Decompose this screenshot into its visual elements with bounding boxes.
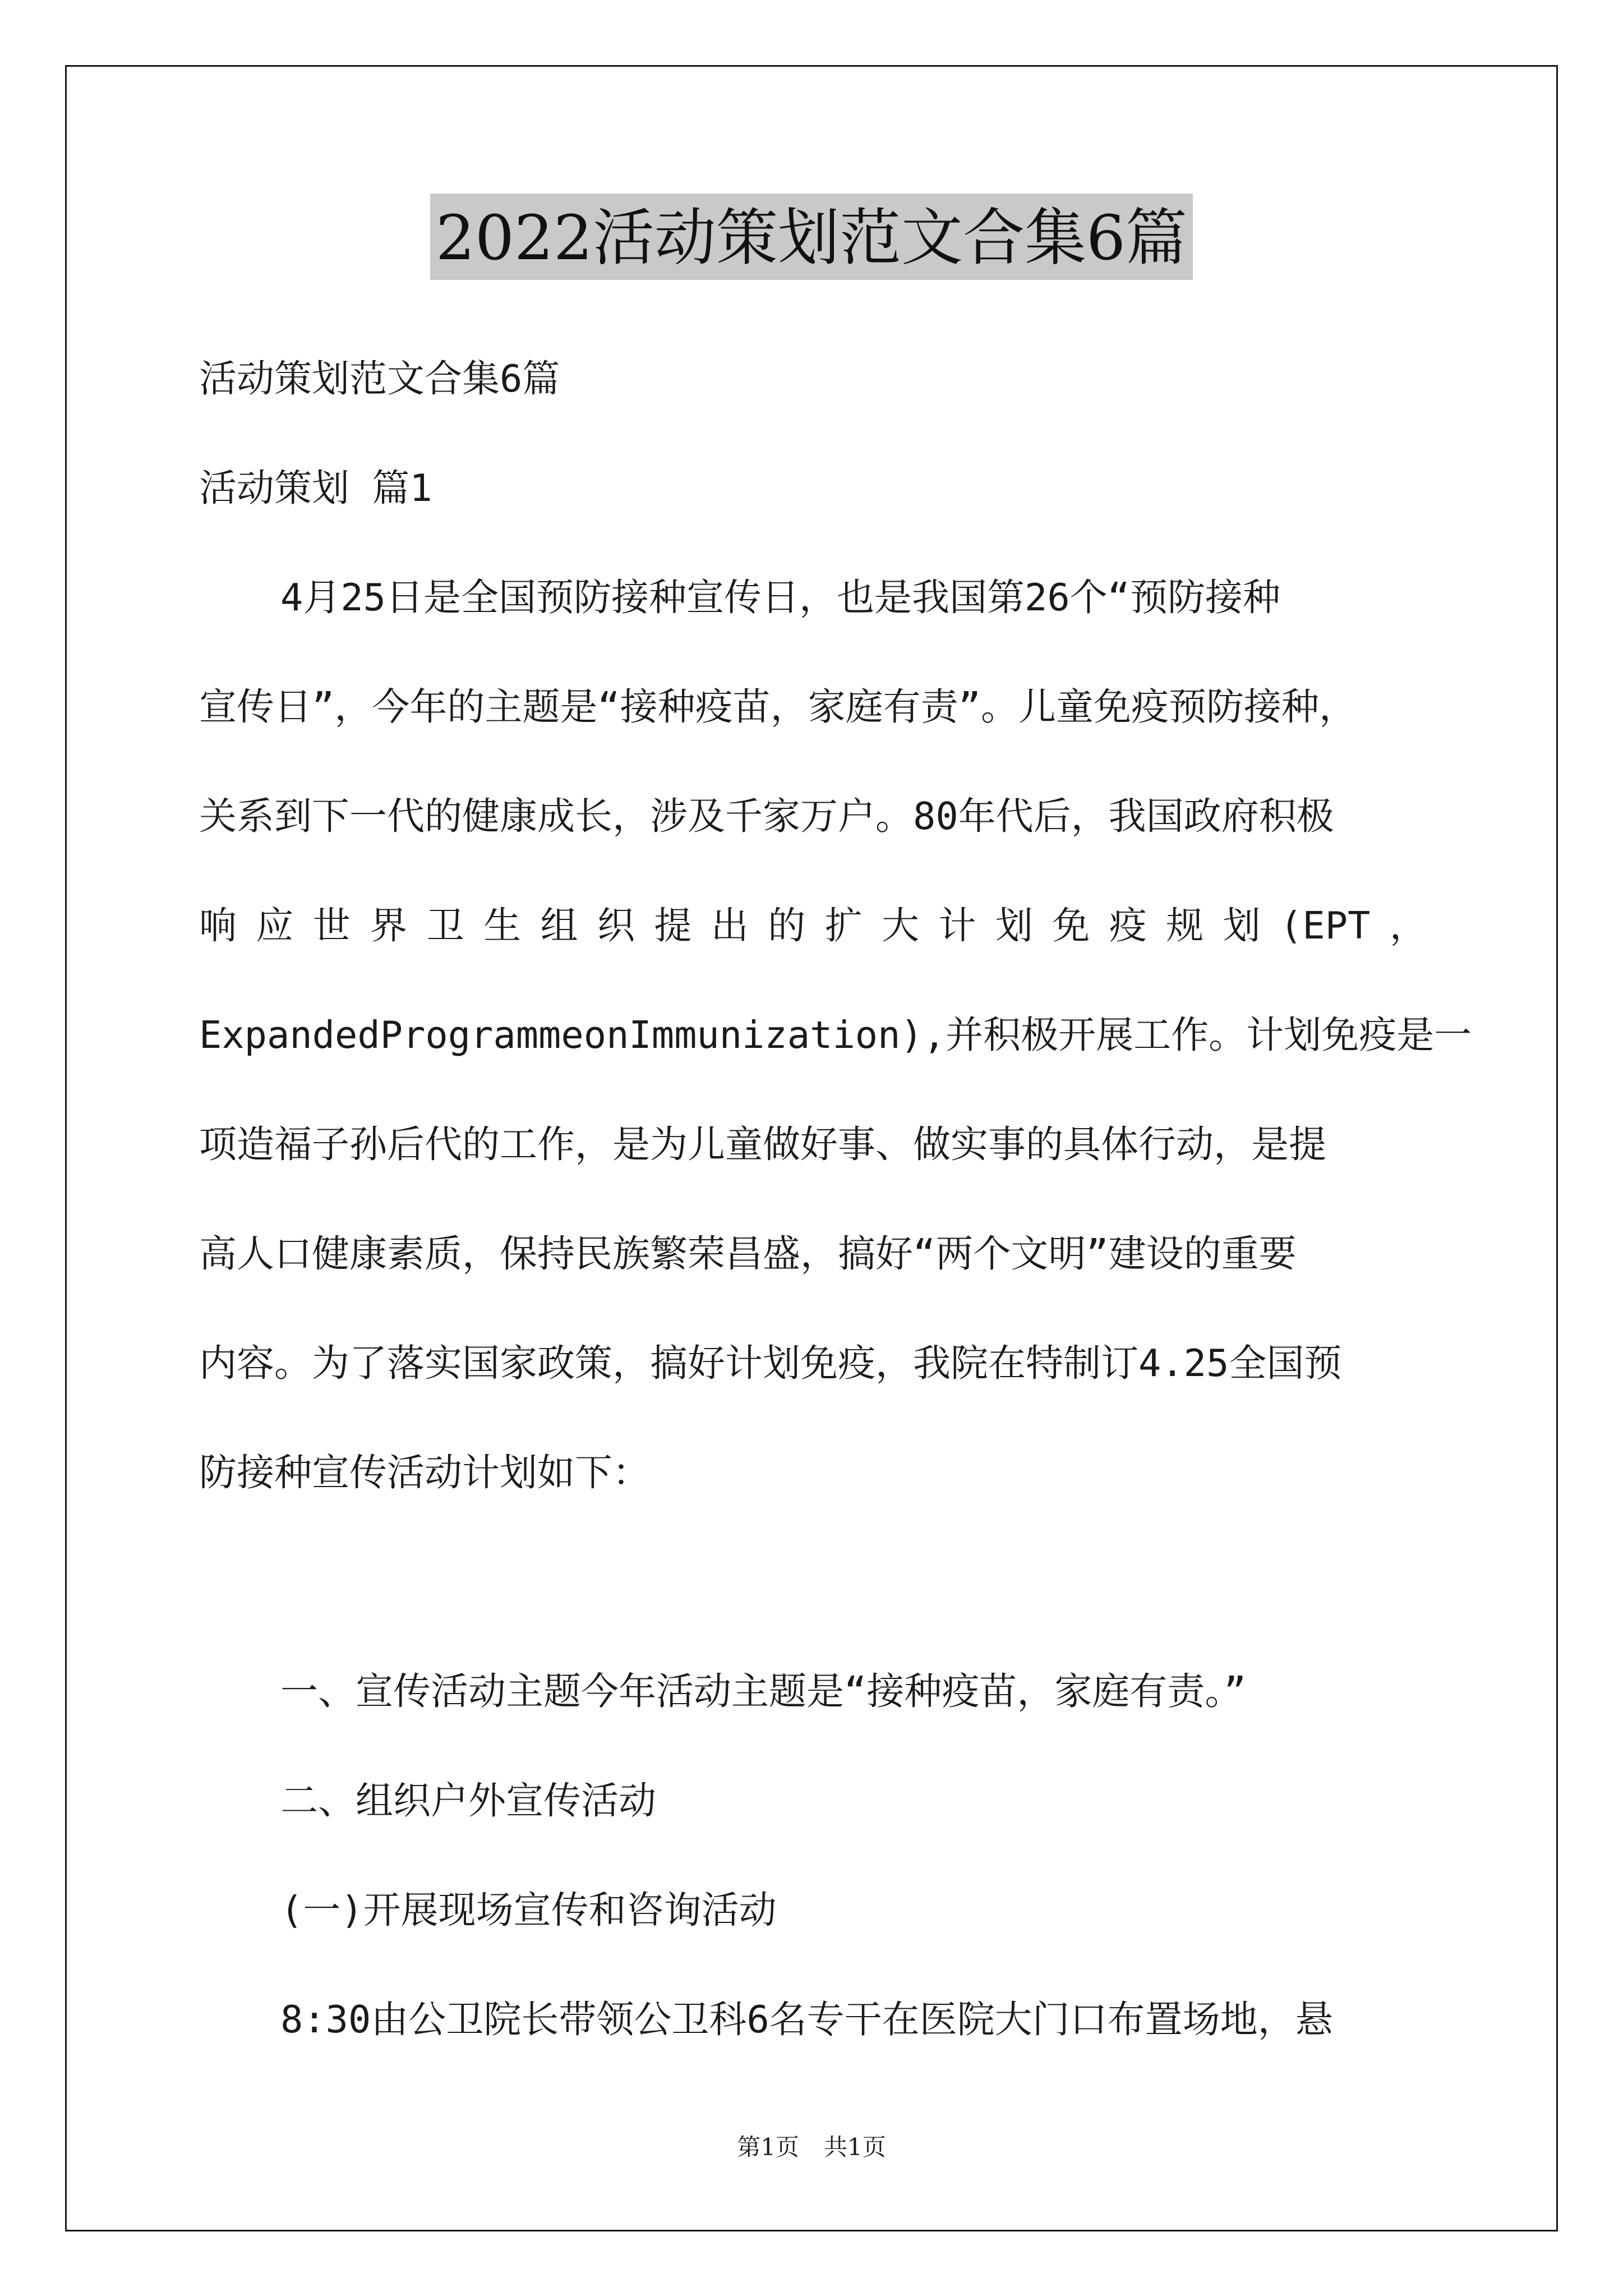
justified-char: 世 — [312, 904, 351, 947]
justified-char: 大 — [882, 904, 920, 947]
paragraph-line: 项造福子孙后代的工作，是为儿童做好事、做实事的具体行动，是提 — [199, 1122, 1326, 1166]
paragraph-line-justified — [199, 903, 1433, 948]
justified-char: 划 — [995, 904, 1033, 947]
justified-char: 计 — [938, 904, 976, 947]
justified-char: 免 — [1052, 904, 1090, 947]
justified-char: 响 — [199, 904, 237, 947]
paragraph-line: 防接种宣传活动计划如下： — [199, 1451, 650, 1494]
document-subtitle: 活动策划范文合集6篇 — [199, 357, 560, 401]
justified-text — [199, 903, 1427, 948]
paragraph-line: 关系到下一代的健康成长，涉及千家万户。80年代后，我国政府积极 — [199, 794, 1334, 838]
justified-char: 界 — [370, 904, 408, 947]
justified-char: 出 — [711, 904, 749, 947]
paragraph-line: 内容。为了落实国家政策，搞好计划免疫，我院在特制订4.25全国预 — [199, 1341, 1342, 1385]
justified-char: 织 — [597, 904, 635, 947]
list-item: 8:30由公卫院长带领公卫科6名专干在医院大门口布置场地，悬 — [280, 1998, 1333, 2041]
justified-char: 生 — [483, 904, 522, 947]
page-total: 共1页 — [824, 2133, 886, 2161]
justified-char: ， — [1389, 904, 1427, 947]
justified-char: 划 — [1223, 904, 1261, 947]
paragraph-line: 宣传日”，今年的主题是“接种疫苗，家庭有责”。儿童免疫预防接种， — [199, 685, 1357, 729]
title-container — [0, 194, 1623, 280]
justified-char: (EPT — [1280, 904, 1371, 947]
page-number: 第1页 — [737, 2133, 799, 2161]
justified-char: 规 — [1166, 904, 1204, 947]
justified-char: 提 — [654, 904, 692, 947]
section-heading: 活动策划 篇1 — [199, 466, 432, 510]
justified-char: 扩 — [824, 904, 863, 947]
justified-char: 的 — [768, 904, 806, 947]
list-item: (一)开展现场宣传和咨询活动 — [280, 1888, 777, 1932]
justified-char: 疫 — [1109, 904, 1147, 947]
paragraph-line: 4月25日是全国预防接种宣传日，也是我国第26个“预防接种 — [280, 576, 1281, 619]
justified-char: 组 — [540, 904, 578, 947]
paragraph-line: 高人口健康素质，保持民族繁荣昌盛，搞好“两个文明”建设的重要 — [199, 1232, 1297, 1276]
list-item: 一、宣传活动主题今年活动主题是“接种疫苗，家庭有责。” — [280, 1669, 1247, 1713]
document-title: 2022活动策划范文合集6篇 — [430, 194, 1193, 280]
list-item: 二、组织户外宣传活动 — [280, 1779, 656, 1823]
justified-char: 应 — [256, 904, 294, 947]
page-footer — [0, 2129, 1623, 2162]
paragraph-line: ExpandedProgrammeonImmunization),并积极开展工作。计划免疫是一 — [199, 1013, 1472, 1057]
justified-char: 卫 — [426, 904, 464, 947]
